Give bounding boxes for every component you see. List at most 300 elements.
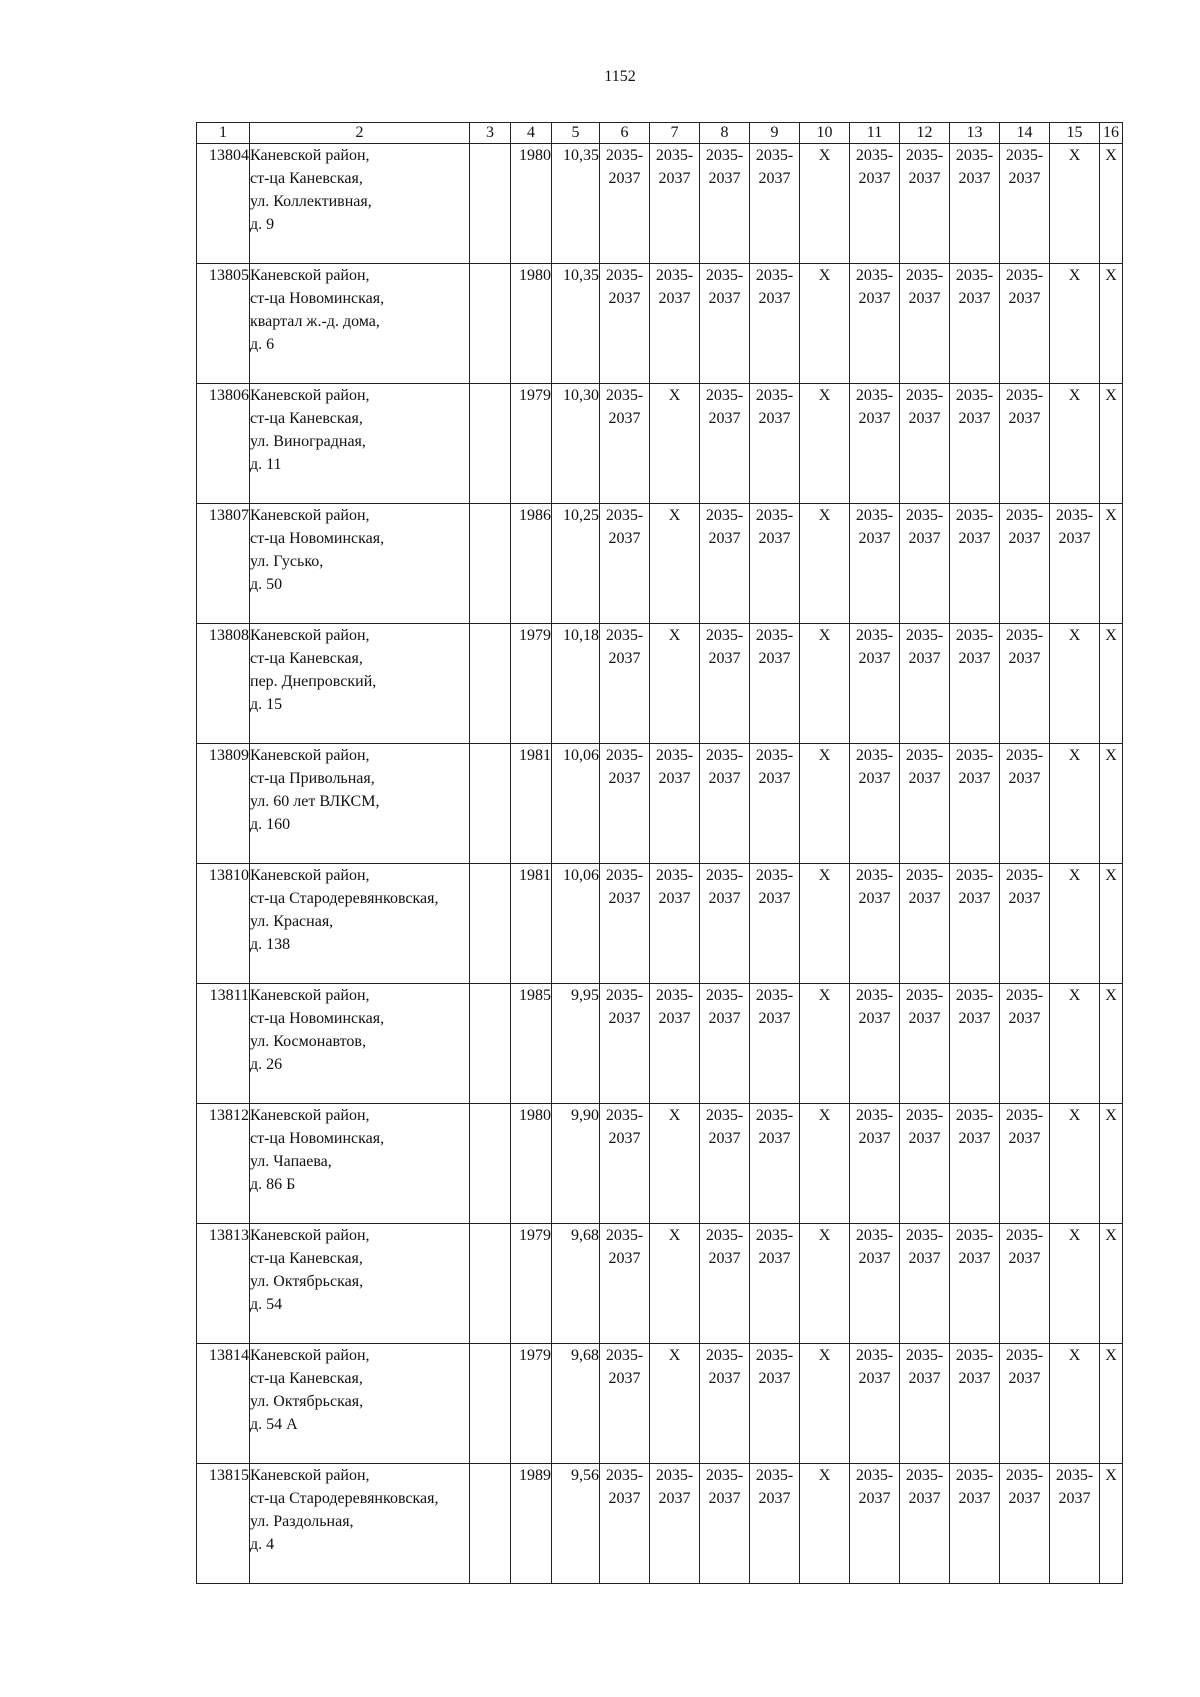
period-start: 2035- — [755, 987, 794, 1004]
period-end: 2037 — [958, 170, 991, 187]
period-cell — [700, 744, 750, 864]
period-end: 2037 — [858, 650, 891, 667]
period-cell — [650, 264, 700, 384]
period-start: 2035- — [755, 1227, 794, 1244]
period-cell — [1000, 744, 1050, 864]
period-end: 2037 — [1008, 1250, 1041, 1267]
period-cell — [1000, 1344, 1050, 1464]
area-cell: 10,35 — [552, 144, 600, 264]
period-cell — [850, 864, 900, 984]
address-line: ул. Раздольная, — [250, 1513, 354, 1530]
period-start: 2035- — [955, 747, 994, 764]
period-start: 2035- — [605, 1227, 644, 1244]
year-cell: 1986 — [511, 504, 552, 624]
period-end: 2037 — [708, 1490, 741, 1507]
period-end: 2037 — [1008, 290, 1041, 307]
period-end: 2037 — [858, 1130, 891, 1147]
address-line: Каневской район, — [250, 147, 370, 164]
period-start: 2035- — [605, 387, 644, 404]
period-cell — [750, 624, 800, 744]
period-end: 2037 — [908, 410, 941, 427]
period-end: 2037 — [708, 1250, 741, 1267]
period-cell — [700, 1344, 750, 1464]
year-cell: 1980 — [511, 144, 552, 264]
header-cell: 8 — [700, 123, 750, 144]
period-cell: X — [1100, 1224, 1123, 1344]
period-start: 2035- — [1055, 1467, 1094, 1484]
period-cell — [600, 504, 650, 624]
table-body — [197, 144, 1123, 1584]
period-end: 2037 — [908, 1250, 941, 1267]
period-cell: X — [800, 744, 850, 864]
period-start: 2035- — [705, 267, 744, 284]
area-cell: 10,30 — [552, 384, 600, 504]
period-start: 2035- — [1005, 1227, 1044, 1244]
period-start: 2035- — [705, 507, 744, 524]
period-end: 2037 — [658, 1010, 691, 1027]
period-start: 2035- — [1005, 1467, 1044, 1484]
year-cell: 1979 — [511, 624, 552, 744]
period-end: 2037 — [908, 1010, 941, 1027]
period-cell: X — [1100, 504, 1123, 624]
period-end: 2037 — [608, 410, 641, 427]
period-start: 2035- — [855, 987, 894, 1004]
address-line: ст-ца Каневская, — [250, 410, 363, 427]
period-cell: X — [650, 1344, 700, 1464]
period-end: 2037 — [658, 290, 691, 307]
period-cell: X — [650, 624, 700, 744]
area-cell: 9,68 — [552, 1344, 600, 1464]
period-end: 2037 — [658, 890, 691, 907]
period-cell — [600, 1464, 650, 1584]
address-line: ул. Чапаева, — [250, 1153, 332, 1170]
record-number: 13804 — [197, 144, 250, 264]
period-start: 2035- — [605, 267, 644, 284]
period-end: 2037 — [758, 650, 791, 667]
header-cell: 7 — [650, 123, 700, 144]
period-cell — [600, 1104, 650, 1224]
period-start: 2035- — [605, 1347, 644, 1364]
year-cell: 1980 — [511, 264, 552, 384]
table-row — [197, 1464, 1123, 1584]
period-cell: X — [1050, 624, 1100, 744]
period-cell — [750, 504, 800, 624]
period-end: 2037 — [958, 290, 991, 307]
period-cell — [1000, 864, 1050, 984]
year-cell: 1979 — [511, 1344, 552, 1464]
header-cell: 4 — [511, 123, 552, 144]
period-start: 2035- — [705, 747, 744, 764]
period-cell — [700, 984, 750, 1104]
period-start: 2035- — [705, 387, 744, 404]
period-cell — [1000, 984, 1050, 1104]
header-cell: 9 — [750, 123, 800, 144]
period-end: 2037 — [858, 1010, 891, 1027]
address-line: ул. Виноградная, — [250, 433, 366, 450]
period-end: 2037 — [608, 650, 641, 667]
period-end: 2037 — [658, 1490, 691, 1507]
period-start: 2035- — [705, 1467, 744, 1484]
period-cell: X — [1050, 984, 1100, 1104]
record-number: 13807 — [197, 504, 250, 624]
empty-cell — [470, 984, 511, 1104]
period-cell — [850, 144, 900, 264]
header-cell: 10 — [800, 123, 850, 144]
period-cell — [600, 1344, 650, 1464]
period-start: 2035- — [905, 747, 944, 764]
period-start: 2035- — [955, 867, 994, 884]
period-cell: X — [650, 1104, 700, 1224]
period-start: 2035- — [1005, 747, 1044, 764]
period-end: 2037 — [908, 290, 941, 307]
period-cell — [850, 504, 900, 624]
record-number: 13813 — [197, 1224, 250, 1344]
period-start: 2035- — [605, 507, 644, 524]
period-start: 2035- — [955, 147, 994, 164]
period-cell — [700, 264, 750, 384]
address-cell — [250, 264, 470, 384]
period-cell — [1050, 1464, 1100, 1584]
address-line: д. 6 — [250, 336, 275, 353]
record-number: 13806 — [197, 384, 250, 504]
period-cell: X — [800, 1104, 850, 1224]
address-line: Каневской район, — [250, 267, 370, 284]
period-cell — [600, 984, 650, 1104]
period-end: 2037 — [758, 290, 791, 307]
area-cell: 10,25 — [552, 504, 600, 624]
address-line: ул. Октябрьская, — [250, 1273, 364, 1290]
period-start: 2035- — [705, 1347, 744, 1364]
year-cell: 1979 — [511, 384, 552, 504]
address-line: Каневской район, — [250, 1227, 370, 1244]
header-cell: 11 — [850, 123, 900, 144]
period-start: 2035- — [1005, 267, 1044, 284]
address-cell — [250, 1104, 470, 1224]
period-cell — [900, 744, 950, 864]
empty-cell — [470, 1104, 511, 1224]
address-line: ст-ца Привольная, — [250, 770, 375, 787]
address-line: ст-ца Каневская, — [250, 1250, 363, 1267]
record-number: 13809 — [197, 744, 250, 864]
period-end: 2037 — [958, 650, 991, 667]
period-cell — [700, 864, 750, 984]
period-start: 2035- — [955, 627, 994, 644]
period-cell — [600, 624, 650, 744]
period-end: 2037 — [858, 1370, 891, 1387]
table-row — [197, 1344, 1123, 1464]
area-cell: 9,90 — [552, 1104, 600, 1224]
header-cell: 16 — [1100, 123, 1123, 144]
period-start: 2035- — [755, 387, 794, 404]
address-line: ул. Гусько, — [250, 553, 324, 570]
empty-cell — [470, 384, 511, 504]
period-cell: X — [1050, 1104, 1100, 1224]
period-end: 2037 — [858, 1490, 891, 1507]
record-number: 13805 — [197, 264, 250, 384]
period-end: 2037 — [658, 770, 691, 787]
period-end: 2037 — [1058, 1490, 1091, 1507]
period-end: 2037 — [608, 1370, 641, 1387]
address-line: д. 11 — [250, 456, 282, 473]
period-cell — [700, 1464, 750, 1584]
period-end: 2037 — [958, 1490, 991, 1507]
period-start: 2035- — [855, 867, 894, 884]
header-cell: 13 — [950, 123, 1000, 144]
period-cell — [750, 384, 800, 504]
period-end: 2037 — [1008, 1010, 1041, 1027]
period-end: 2037 — [758, 1250, 791, 1267]
period-cell — [850, 1464, 900, 1584]
period-cell — [950, 984, 1000, 1104]
period-cell: X — [1050, 144, 1100, 264]
period-end: 2037 — [858, 410, 891, 427]
period-cell: X — [1050, 864, 1100, 984]
address-line: ул. Красная, — [250, 913, 334, 930]
period-start: 2035- — [755, 747, 794, 764]
period-end: 2037 — [608, 1250, 641, 1267]
year-cell: 1981 — [511, 864, 552, 984]
address-line: ст-ца Каневская, — [250, 170, 363, 187]
period-start: 2035- — [705, 1107, 744, 1124]
period-cell: X — [800, 984, 850, 1104]
period-cell — [600, 264, 650, 384]
period-cell: X — [800, 1464, 850, 1584]
address-line: ул. Октябрьская, — [250, 1393, 364, 1410]
period-end: 2037 — [708, 170, 741, 187]
header-cell: 12 — [900, 123, 950, 144]
record-number: 13814 — [197, 1344, 250, 1464]
period-cell: X — [650, 1224, 700, 1344]
period-end: 2037 — [958, 1250, 991, 1267]
period-end: 2037 — [758, 1130, 791, 1147]
period-cell — [900, 1344, 950, 1464]
period-end: 2037 — [708, 650, 741, 667]
period-start: 2035- — [855, 1107, 894, 1124]
period-cell — [850, 1344, 900, 1464]
period-start: 2035- — [905, 267, 944, 284]
period-start: 2035- — [955, 507, 994, 524]
period-cell: X — [1100, 384, 1123, 504]
period-cell — [650, 144, 700, 264]
period-cell — [900, 864, 950, 984]
address-line: д. 9 — [250, 216, 275, 233]
address-cell — [250, 384, 470, 504]
period-end: 2037 — [1008, 1130, 1041, 1147]
period-start: 2035- — [755, 867, 794, 884]
address-line: Каневской район, — [250, 1107, 370, 1124]
address-line: д. 4 — [250, 1536, 275, 1553]
period-start: 2035- — [605, 1467, 644, 1484]
period-end: 2037 — [908, 1490, 941, 1507]
area-cell: 10,18 — [552, 624, 600, 744]
period-start: 2035- — [855, 147, 894, 164]
period-cell — [750, 1104, 800, 1224]
table-row — [197, 264, 1123, 384]
address-cell — [250, 1344, 470, 1464]
period-cell — [950, 1224, 1000, 1344]
period-cell — [700, 144, 750, 264]
period-cell — [850, 624, 900, 744]
period-start: 2035- — [955, 1227, 994, 1244]
period-start: 2035- — [705, 147, 744, 164]
period-end: 2037 — [608, 890, 641, 907]
period-end: 2037 — [1008, 890, 1041, 907]
period-end: 2037 — [758, 170, 791, 187]
period-cell: X — [1100, 864, 1123, 984]
address-cell — [250, 504, 470, 624]
period-cell — [900, 984, 950, 1104]
period-end: 2037 — [908, 1370, 941, 1387]
period-end: 2037 — [608, 170, 641, 187]
period-cell — [850, 1224, 900, 1344]
period-cell — [600, 384, 650, 504]
address-line: ст-ца Новоминская, — [250, 290, 385, 307]
period-start: 2035- — [655, 1467, 694, 1484]
period-start: 2035- — [1005, 1107, 1044, 1124]
period-start: 2035- — [755, 147, 794, 164]
area-cell: 9,68 — [552, 1224, 600, 1344]
table-row — [197, 864, 1123, 984]
period-start: 2035- — [905, 387, 944, 404]
record-number: 13810 — [197, 864, 250, 984]
period-cell — [700, 1224, 750, 1344]
period-start: 2035- — [605, 987, 644, 1004]
period-cell — [750, 984, 800, 1104]
period-cell — [950, 504, 1000, 624]
period-cell — [900, 144, 950, 264]
header-cell: 15 — [1050, 123, 1100, 144]
period-end: 2037 — [908, 1130, 941, 1147]
address-line: Каневской район, — [250, 867, 370, 884]
table-row — [197, 384, 1123, 504]
period-start: 2035- — [855, 627, 894, 644]
address-line: ст-ца Новоминская, — [250, 1130, 385, 1147]
period-start: 2035- — [705, 867, 744, 884]
period-end: 2037 — [708, 530, 741, 547]
register-table — [196, 122, 1123, 1584]
table-row — [197, 144, 1123, 264]
period-cell: X — [800, 1344, 850, 1464]
period-cell — [600, 144, 650, 264]
period-cell — [950, 624, 1000, 744]
address-line: д. 160 — [250, 816, 291, 833]
period-cell: X — [1050, 264, 1100, 384]
table-header-row — [197, 123, 1123, 144]
address-line: Каневской район, — [250, 507, 370, 524]
area-cell: 10,06 — [552, 744, 600, 864]
period-start: 2035- — [655, 267, 694, 284]
period-start: 2035- — [855, 1347, 894, 1364]
area-cell: 9,95 — [552, 984, 600, 1104]
header-cell: 3 — [470, 123, 511, 144]
period-end: 2037 — [958, 890, 991, 907]
period-cell: X — [1100, 624, 1123, 744]
period-end: 2037 — [858, 530, 891, 547]
period-cell: X — [1100, 1104, 1123, 1224]
period-cell — [650, 864, 700, 984]
period-cell — [750, 1464, 800, 1584]
period-cell — [1000, 504, 1050, 624]
address-line: ст-ца Каневская, — [250, 650, 363, 667]
period-cell: X — [1050, 384, 1100, 504]
period-start: 2035- — [705, 627, 744, 644]
empty-cell — [470, 144, 511, 264]
area-cell: 10,06 — [552, 864, 600, 984]
period-cell — [700, 504, 750, 624]
period-start: 2035- — [605, 747, 644, 764]
header-cell: 6 — [600, 123, 650, 144]
period-cell — [1000, 144, 1050, 264]
area-cell: 10,35 — [552, 264, 600, 384]
period-start: 2035- — [905, 1107, 944, 1124]
period-cell — [950, 264, 1000, 384]
period-cell — [900, 264, 950, 384]
period-end: 2037 — [958, 1010, 991, 1027]
period-start: 2035- — [655, 747, 694, 764]
header-cell: 1 — [197, 123, 250, 144]
header-cell: 14 — [1000, 123, 1050, 144]
period-end: 2037 — [908, 890, 941, 907]
period-end: 2037 — [858, 290, 891, 307]
period-end: 2037 — [1058, 530, 1091, 547]
period-cell — [600, 864, 650, 984]
period-end: 2037 — [958, 1370, 991, 1387]
year-cell: 1989 — [511, 1464, 552, 1584]
period-start: 2035- — [755, 627, 794, 644]
period-cell — [1050, 504, 1100, 624]
period-end: 2037 — [958, 1130, 991, 1147]
record-number: 13808 — [197, 624, 250, 744]
period-cell — [1000, 264, 1050, 384]
period-cell — [650, 744, 700, 864]
empty-cell — [470, 504, 511, 624]
period-cell — [950, 864, 1000, 984]
period-start: 2035- — [905, 147, 944, 164]
address-cell — [250, 1224, 470, 1344]
period-end: 2037 — [1008, 1370, 1041, 1387]
period-cell: X — [1100, 744, 1123, 864]
period-cell — [600, 1224, 650, 1344]
period-cell — [1000, 1464, 1050, 1584]
period-end: 2037 — [858, 1250, 891, 1267]
period-start: 2035- — [705, 1227, 744, 1244]
table-row — [197, 1224, 1123, 1344]
record-number: 13812 — [197, 1104, 250, 1224]
address-line: Каневской район, — [250, 1347, 370, 1364]
period-end: 2037 — [858, 890, 891, 907]
period-start: 2035- — [1005, 987, 1044, 1004]
address-line: ст-ца Стародеревянковская, — [250, 890, 439, 907]
period-cell — [900, 504, 950, 624]
period-cell: X — [650, 504, 700, 624]
empty-cell — [470, 624, 511, 744]
period-cell — [950, 1344, 1000, 1464]
empty-cell — [470, 264, 511, 384]
period-start: 2035- — [905, 627, 944, 644]
period-cell: X — [800, 264, 850, 384]
period-cell — [950, 1104, 1000, 1224]
page-number: 1152 — [604, 68, 636, 85]
period-end: 2037 — [658, 170, 691, 187]
period-end: 2037 — [608, 290, 641, 307]
year-cell: 1981 — [511, 744, 552, 864]
period-start: 2035- — [955, 267, 994, 284]
address-line: ст-ца Новоминская, — [250, 530, 385, 547]
address-line: пер. Днепровский, — [250, 673, 377, 690]
period-cell: X — [1100, 264, 1123, 384]
header-cell: 5 — [552, 123, 600, 144]
empty-cell — [470, 1224, 511, 1344]
